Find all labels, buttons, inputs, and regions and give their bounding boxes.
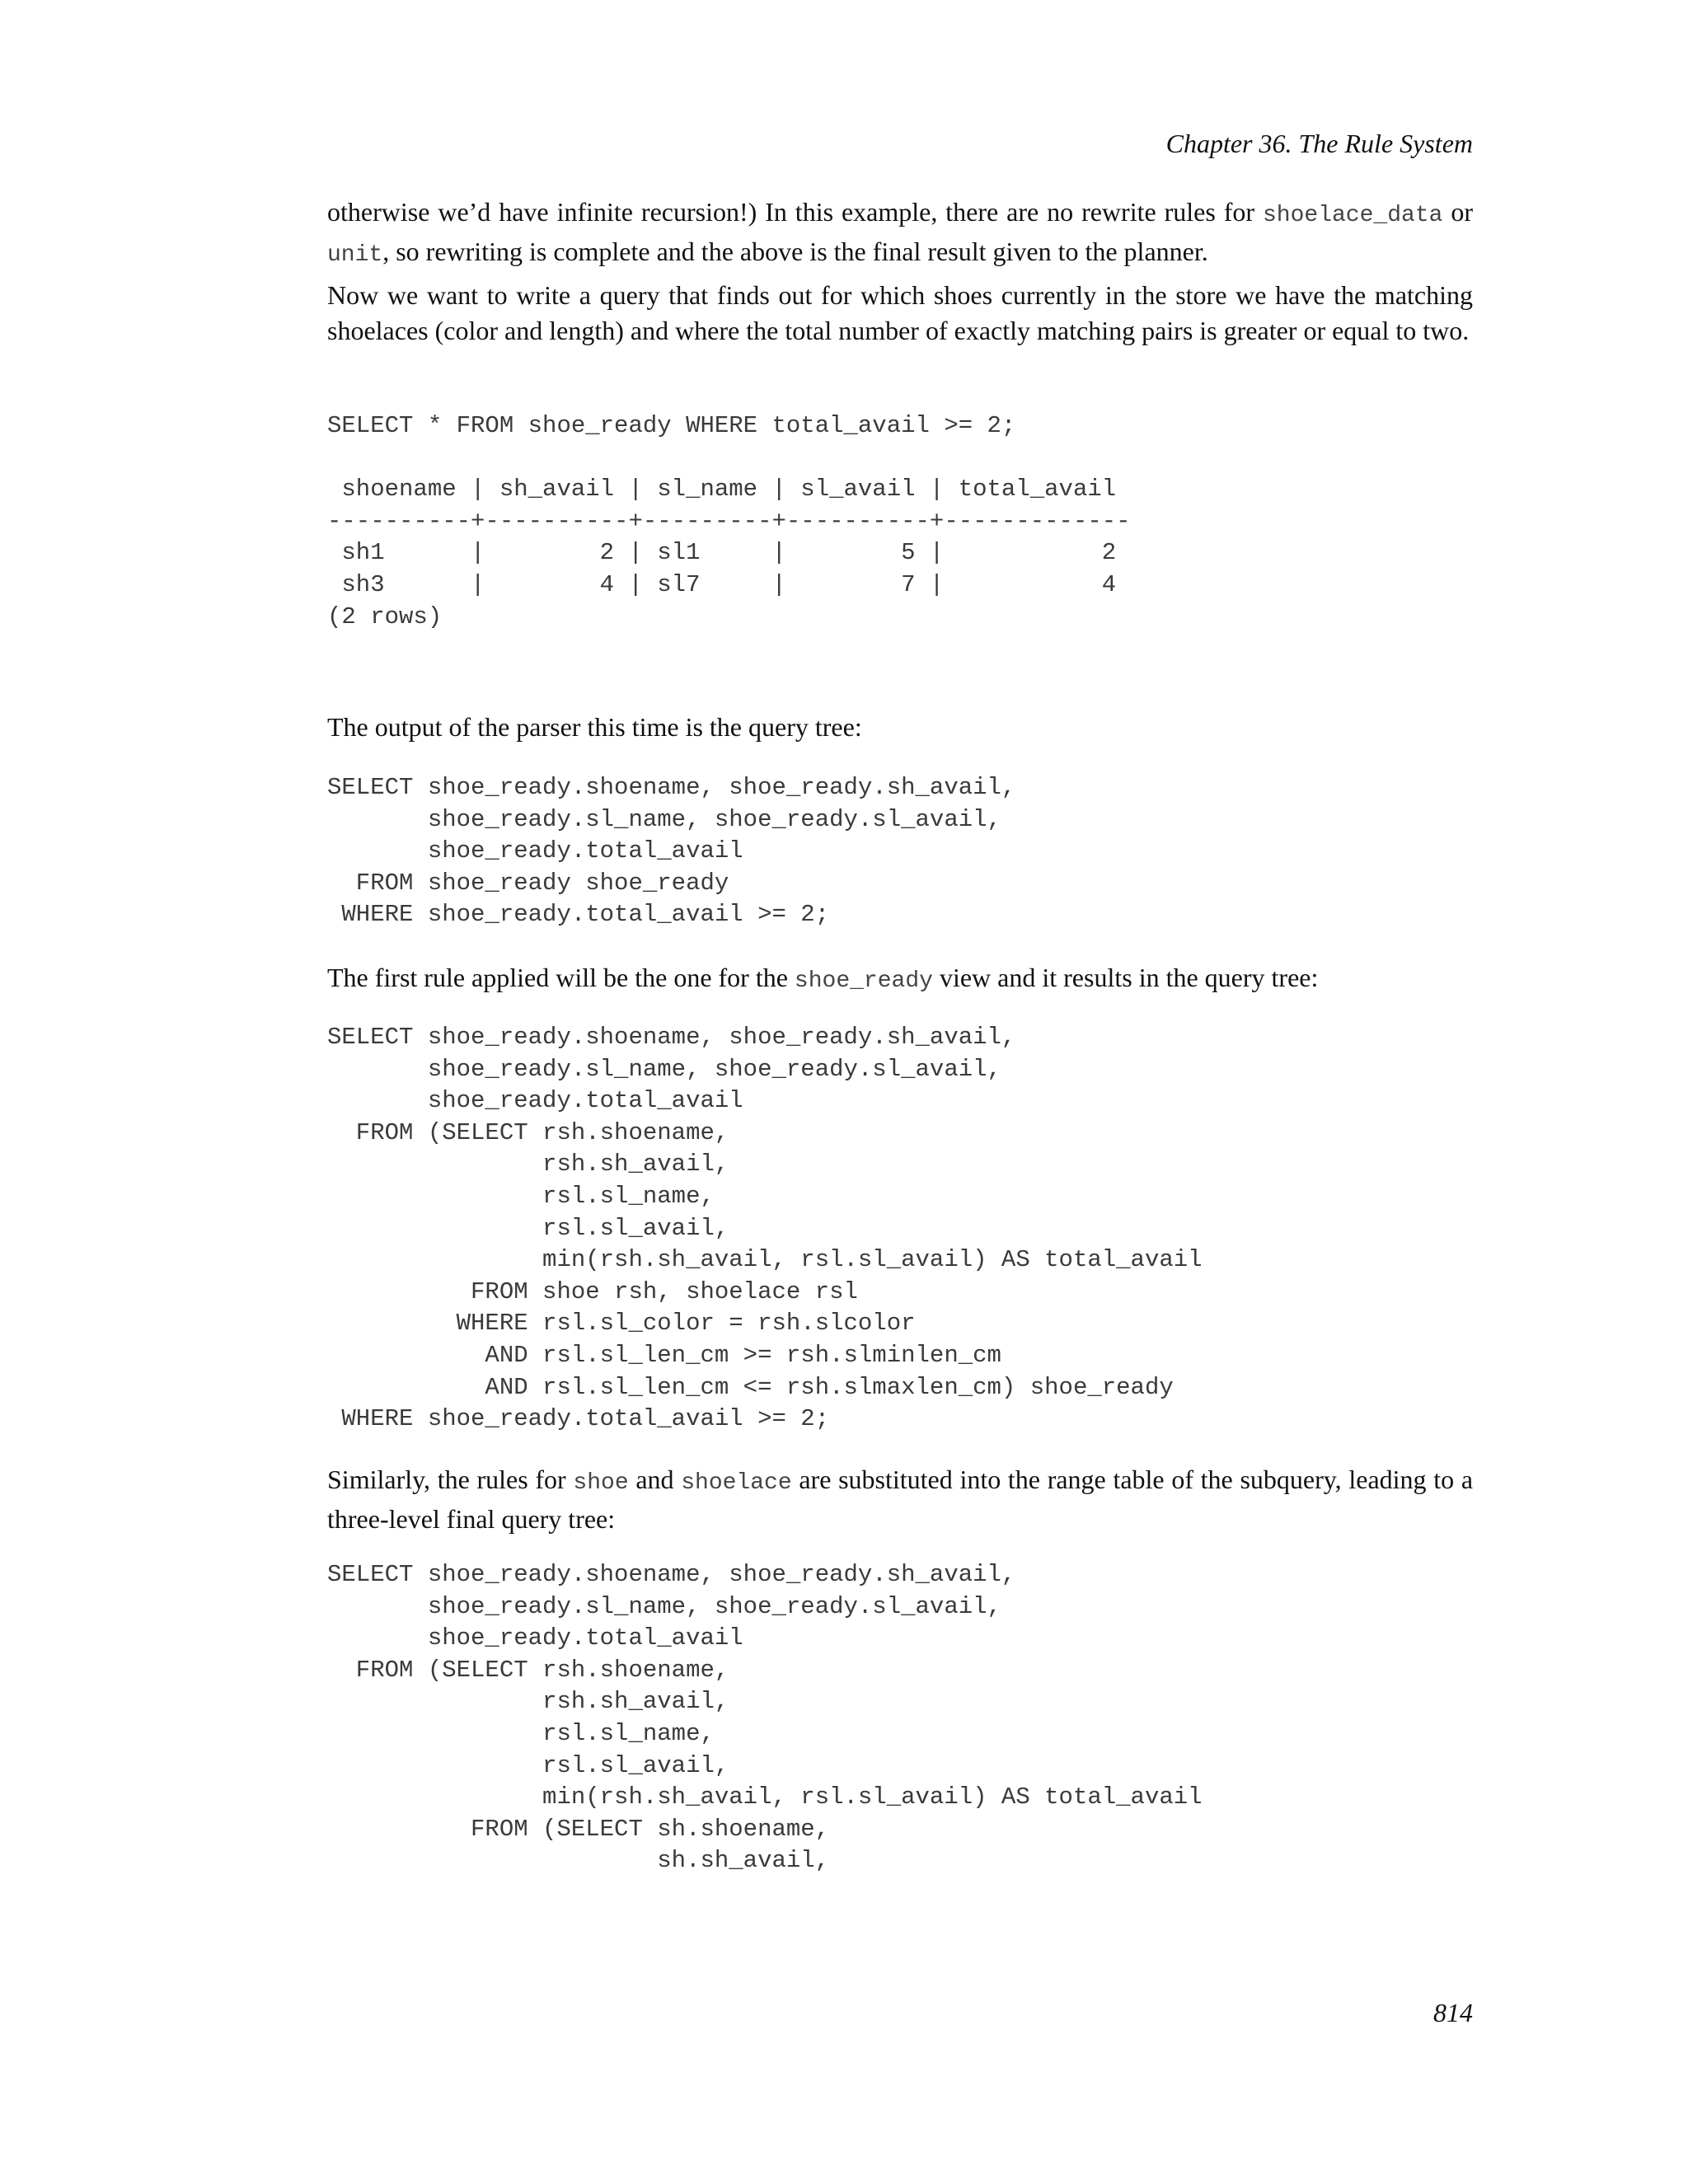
text-span: otherwise we’d have infinite recursion!) In this example, there are no rewrite rules for (327, 197, 1263, 227)
running-header: Chapter 36. The Rule System (1165, 129, 1473, 158)
document-page (327, 0, 1473, 2184)
code-block-first-rule-tree: SELECT shoe_ready.shoename, shoe_ready.sh_avail, shoe_ready.sl_name, shoe_ready.sl_avail, shoe_ready.total_avail FROM (SELECT rsh.shoename, rsh.sh_avail, rsl.sl_name, rsl.sl_avail, min(rsh.sh_avail, rsl.sl_avail) AS total_avail FROM shoe rsh, shoelace rsl WHERE rsl.sl_color = rsh.slcolor AND rsl.sl_len_cm >= rsh.slminlen_cm AND rsl.sl_len_cm <= rsh.slmaxlen_cm) shoe_ready WHERE shoe_ready.total_avail >= 2; (327, 1024, 1203, 1433)
text-span: and (628, 1465, 682, 1494)
text-span: Similarly, the rules for (327, 1465, 574, 1494)
page-number: 814 (1433, 1998, 1473, 2027)
paragraph-first-rule (327, 960, 1473, 1000)
inline-code: shoe_ready (794, 968, 933, 994)
code-block-final-tree: SELECT shoe_ready.shoename, shoe_ready.sh_avail, shoe_ready.sl_name, shoe_ready.sl_avail, shoe_ready.total_avail FROM (SELECT rsh.shoename, rsh.sh_avail, rsl.sl_name, rsl.sl_avail, min(rsh.sh_avail, rsl.sl_avail) AS total_avail FROM (SELECT sh.shoename, sh.sh_avail, (327, 1561, 1203, 1875)
text-span: are substituted into the range table of the subquery, leading to a three-level final query tree: (327, 1465, 1474, 1534)
inline-code: shoelace (681, 1470, 792, 1496)
inline-code: shoe (573, 1470, 629, 1496)
code-block-parser-tree: SELECT shoe_ready.shoename, shoe_ready.sh_avail, shoe_ready.sl_name, shoe_ready.sl_avail, shoe_ready.total_avail FROM shoe_ready shoe_ready WHERE shoe_ready.total_avail >= 2; (327, 774, 1016, 929)
code-block-query-result: SELECT * FROM shoe_ready WHERE total_avail >= 2; shoename | sh_avail | sl_name | sl_avail | total_avail ----------+----------+---------+----------+------------- sh1 | 2 | sl1 | 5 | 2 sh3 | 4 | sl7 | 7 | 4 (2 rows) (327, 412, 1131, 630)
paragraph-parser-output: The output of the parser this time is the query tree: (327, 712, 862, 742)
paragraph-recursion-note (327, 194, 1473, 273)
text-span: The first rule applied will be the one for the (327, 963, 795, 992)
paragraph-query-intro: Now we want to write a query that finds out for which shoes currently in the store we have the matching shoelaces (color and length) and where the total number of exactly matching pairs is greater or equal to two. (327, 280, 1473, 345)
text-span: view and it results in the query tree: (932, 963, 1319, 992)
inline-code: shoelace_data (1262, 203, 1443, 228)
text-span: , so rewriting is complete and the above is the final result given to the planner. (382, 236, 1208, 266)
text-span: or (1442, 197, 1474, 227)
paragraph-similarly (327, 1462, 1473, 1536)
inline-code: unit (327, 241, 383, 268)
